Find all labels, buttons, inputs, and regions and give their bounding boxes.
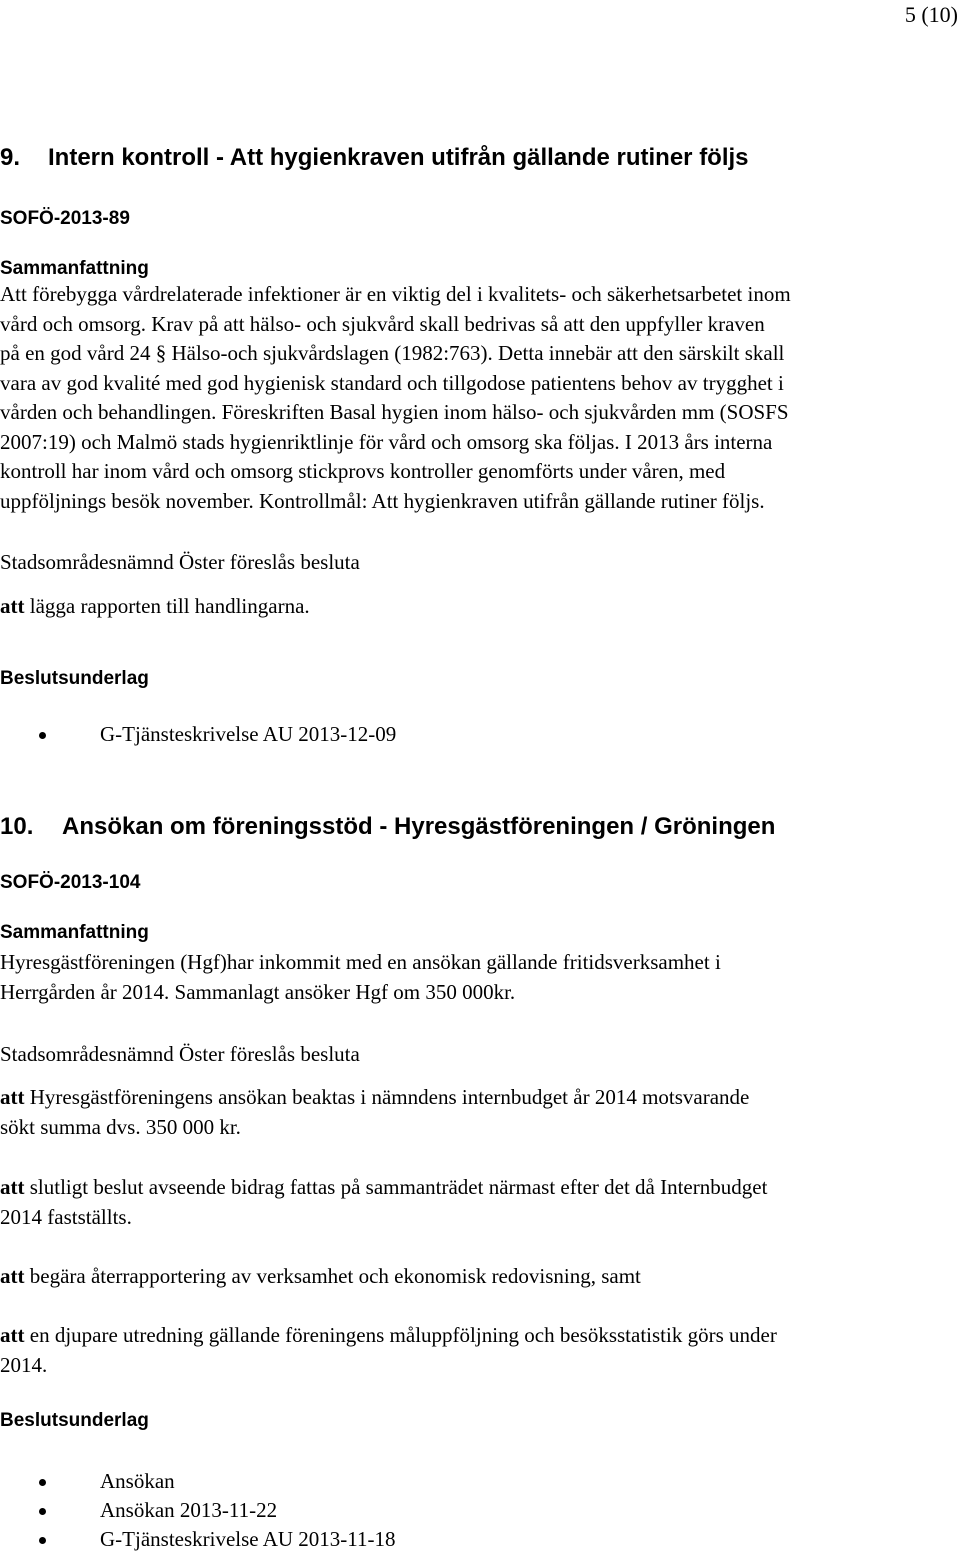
section-number: 9. xyxy=(0,144,21,171)
proposal-item xyxy=(0,1083,958,1142)
basis-item: G-Tjänsteskrivelse AU 2013-12-09 xyxy=(0,722,396,747)
bullet-icon xyxy=(39,1479,46,1486)
proposal-text: Hyresgästföreningens ansökan beaktas i nämndens internbudget år 2014 motsvarande xyxy=(29,1085,750,1109)
proposal-item xyxy=(0,594,310,619)
att-label: att xyxy=(0,1175,25,1199)
summary-heading: Sammanfattning xyxy=(0,922,149,943)
summary-heading: Sammanfattning xyxy=(0,258,149,279)
summary-line: vården och behandlingen. Föreskriften Basal hygien inom hälso- och sjukvården mm (SOSFS xyxy=(0,400,789,424)
bullet-icon xyxy=(39,1537,46,1544)
proposal-text: en djupare utredning gällande föreningens måluppföljning och besöksstatistik görs under xyxy=(29,1323,777,1347)
proposal-text: slutligt beslut avseende bidrag fattas på sammanträdet närmast efter det då Internbudget xyxy=(29,1175,768,1199)
proposal-item xyxy=(0,1173,958,1232)
bullet-icon xyxy=(39,1508,46,1515)
proposal-item xyxy=(0,1321,958,1380)
bullet-icon xyxy=(39,732,46,739)
case-number: SOFÖ-2013-89 xyxy=(0,208,130,229)
summary-line: 2007:19) och Malmö stads hygienriktlinje för vård och omsorg ska följas. I 2013 års interna xyxy=(0,429,773,454)
att-label: att xyxy=(0,1085,25,1109)
proposal-item xyxy=(0,1262,958,1292)
proposal-text: begära återrapportering av verksamhet och ekonomisk redovisning, samt xyxy=(29,1264,641,1288)
basis-item: Ansökan xyxy=(0,1467,396,1496)
basis-item: Ansökan 2013-11-22 xyxy=(0,1496,396,1525)
summary-line: uppföljnings besök november. Kontrollmål: Att hygienkraven utifrån gällande rutiner följs. xyxy=(0,488,765,513)
proposal-text: lägga rapporten till handlingarna. xyxy=(29,594,310,618)
summary-line: vara av god kvalité med god hygienisk standard och tillgodose patientens behov av trygghet i xyxy=(0,370,784,395)
summary-line: Herrgården år 2014. Sammanlagt ansöker Hgf om 350 000kr. xyxy=(0,979,516,1004)
proposal-intro: Stadsområdesnämnd Öster föreslås besluta xyxy=(0,1042,360,1066)
section-number: 10. xyxy=(0,813,34,840)
section-9-title xyxy=(0,144,749,172)
basis-heading: Beslutsunderlag xyxy=(0,1410,149,1431)
basis-heading: Beslutsunderlag xyxy=(0,668,149,689)
summary-text xyxy=(0,948,958,1007)
summary-line: på en god vård 24 § Hälso-och sjukvårdslagen (1982:763). Detta innebär att den särskilt skall xyxy=(0,341,785,365)
proposal-text: 2014. xyxy=(0,1352,48,1377)
summary-line: vård och omsorg. Krav på att hälso- och sjukvård skall bedrivas så att den uppfyller kraven xyxy=(0,311,765,336)
section-title-text: Ansökan om föreningsstöd - Hyresgästföreningen / Gröningen xyxy=(62,813,776,840)
case-number: SOFÖ-2013-104 xyxy=(0,872,141,893)
proposal-text: sökt summa dvs. 350 000 kr. xyxy=(0,1114,241,1139)
summary-line: Att förebygga vårdrelaterade infektioner är en viktig del i kvalitets- och säkerhetsarbetet inom xyxy=(0,282,791,306)
att-label: att xyxy=(0,594,25,618)
proposal-intro: Stadsområdesnämnd Öster föreslås besluta xyxy=(0,550,360,574)
att-label: att xyxy=(0,1264,25,1288)
basis-item: G-Tjänsteskrivelse AU 2013-11-18 xyxy=(0,1525,396,1554)
proposal-text: 2014 fastställts. xyxy=(0,1204,132,1229)
summary-line: Hyresgästföreningen (Hgf)har inkommit med en ansökan gällande fritidsverksamhet i xyxy=(0,950,721,974)
basis-list xyxy=(0,1467,396,1554)
section-10-title xyxy=(0,813,775,841)
summary-line: kontroll har inom vård och omsorg stickprovs kontroller genomförts under våren, med xyxy=(0,459,726,483)
basis-list xyxy=(0,722,396,747)
section-title-text: Intern kontroll - Att hygienkraven utifrån gällande rutiner följs xyxy=(48,144,749,171)
summary-text xyxy=(0,280,958,516)
att-label: att xyxy=(0,1323,25,1347)
page-number: 5 (10) xyxy=(904,2,958,27)
